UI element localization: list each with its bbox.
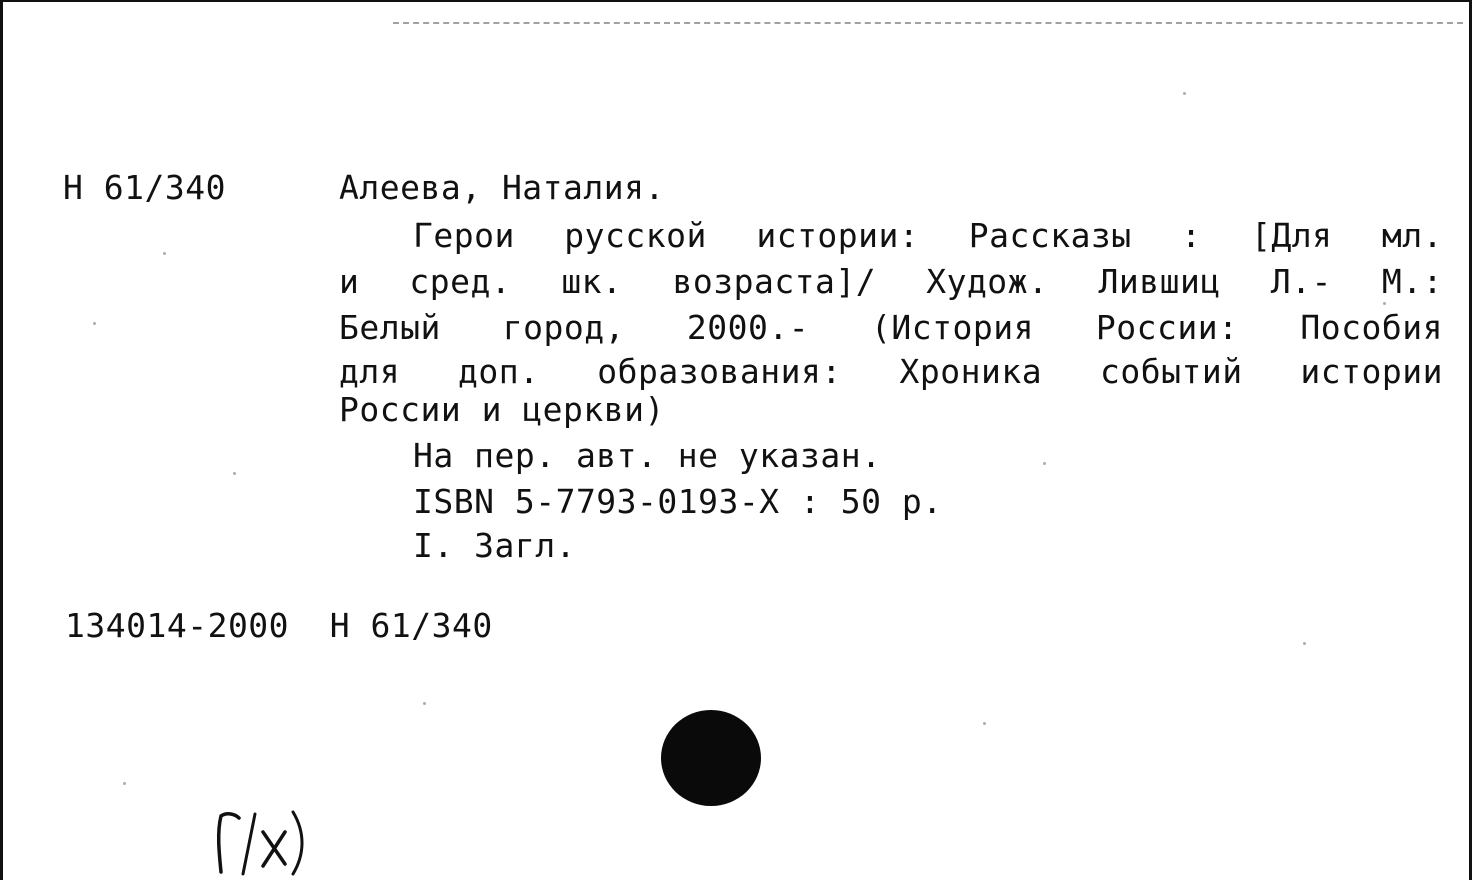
speck (1383, 302, 1386, 305)
title-line-2: и сред. шк. возраста]/ Худож. Лившиц Л.- М.: (339, 262, 1443, 301)
speck (1303, 642, 1306, 645)
handwritten-mark-image (209, 802, 309, 878)
footer-accession: 134014-2000 Н 61/340 (65, 606, 493, 645)
isbn-price-line: ISBN 5-7793-0193-X : 50 р. (413, 482, 943, 521)
speck (983, 722, 986, 725)
speck (123, 782, 126, 785)
title-line-4: для доп. образования: Хроника событий истории (339, 352, 1443, 391)
speck (423, 702, 426, 705)
punch-hole (661, 710, 761, 806)
title-entry-line: I. Загл. (413, 526, 576, 565)
shelf-mark: Н 61/340 (63, 168, 226, 207)
speck (1043, 462, 1046, 465)
speck (1183, 92, 1186, 95)
title-line-3: Белый город, 2000.- (История России: Пособия (339, 308, 1443, 347)
speck (163, 252, 166, 255)
scan-noise-line (393, 22, 1463, 24)
note-line: На пер. авт. не указан. (413, 436, 882, 475)
author-heading: Алеева, Наталия. (339, 168, 665, 207)
title-line-5: России и церкви) (339, 390, 665, 429)
title-line-1: Герои русской истории: Рассказы : [Для мл. (413, 216, 1443, 255)
speck (233, 472, 236, 475)
speck (93, 322, 96, 325)
